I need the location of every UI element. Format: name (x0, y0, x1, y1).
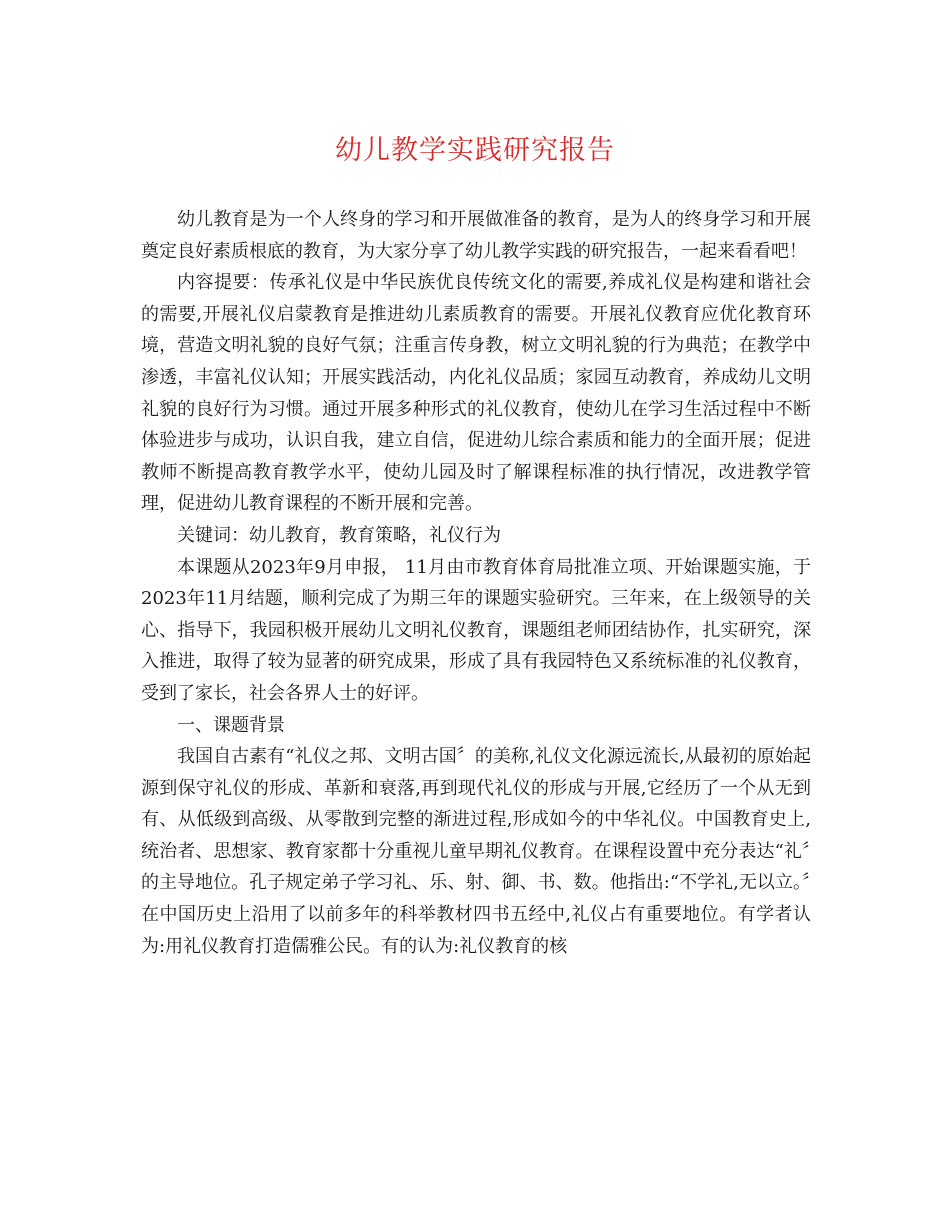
document-body (141, 204, 811, 962)
paragraph-abstract: 内容提要：传承礼仪是中华民族优良传统文化的需要,养成礼仪是构建和谐社会的需要,开展礼仪启蒙教育是推进幼儿素质教育的需要。开展礼仪教育应优化教育环境，营造文明礼貌的良好气氛；注重言传身教，树立文明礼貌的行为典范；在教学中渗透，丰富礼仪认知；开展实践活动，内化礼仪品质；家园互动教育，养成幼儿文明礼貌的良好行为习惯。通过开展多种形式的礼仪教育，使幼儿在学习生活过程中不断体验进步与成功，认识自我，建立自信，促进幼儿综合素质和能力的全面开展；促进教师不断提高教育教学水平，使幼儿园及时了解课程标准的执行情况，改进教学管理，促进幼儿教育课程的不断开展和完善。 (141, 272, 811, 515)
paragraph-keywords: 关键词：幼儿教育，教育策略，礼仪行为 (177, 524, 501, 546)
paragraph-background: 我国自古素有“礼仪之邦、文明古国〞的美称,礼仪文化源远流长,从最初的原始起源到保守礼仪的形成、革新和衰落,再到现代礼仪的形成与开展,它经历了一个从无到有、从低级到高级、从零散到完整的渐进过程,形成如今的中华礼仪。中国教育史上,统治者、思想家、教育家都十分重视儿童早期礼仪教育。在课程设置中充分表达“礼〞的主导地位。孔子规定弟子学习礼、乐、射、御、书、数。他指出:“不学礼,无以立。〞在中国历史上沿用了以前多年的科举教材四书五经中,礼仪占有重要地位。有学者认为:用礼仪教育打造儒雅公民。有的认为:礼仪教育的核 (141, 746, 811, 957)
document-title: 幼儿教学实践研究报告 (335, 135, 615, 166)
paragraph-project-summary: 本课题从2023年9月申报， 11月由市教育体育局批准立项、开始课题实施，于2023年11月结题，顺利完成了为期三年的课题实验研究。三年来，在上级领导的关心、指导下，我园积极开展幼儿文明礼仪教育，课题组老师团结协作，扎实研究，深入推进，取得了较为显著的研究成果，形成了具有我园特色又系统标准的礼仪教育，受到了家长，社会各界人士的好评。 (141, 556, 811, 704)
section-heading-background: 一、课题背景 (177, 714, 285, 736)
paragraph-intro: 幼儿教育是为一个人终身的学习和开展做准备的教育，是为人的终身学习和开展奠定良好素质根底的教育，为大家分享了幼儿教学实践的研究报告，一起来看看吧！ (141, 209, 811, 262)
